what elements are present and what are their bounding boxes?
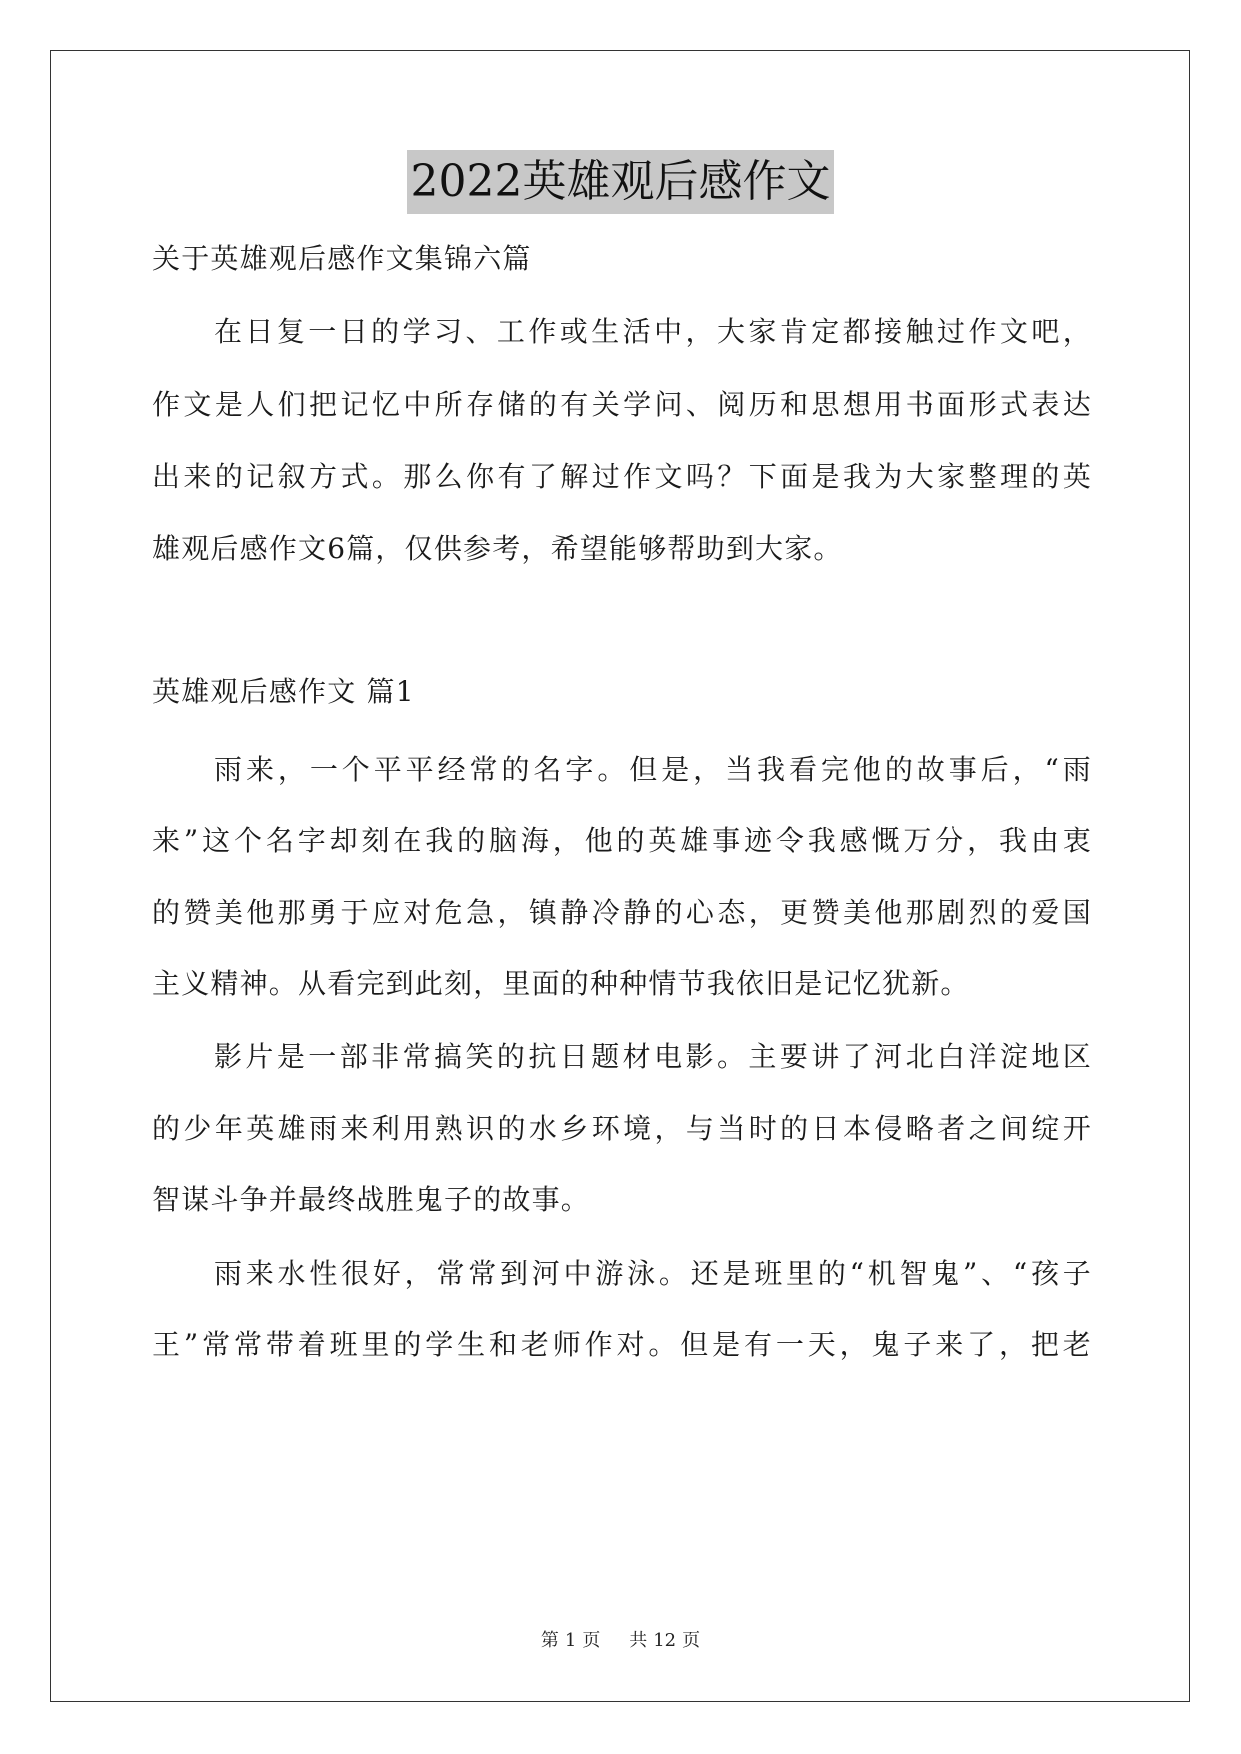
paragraph-line: 的少年英雄雨来利用熟识的水乡环境，与当时的日本侵略者之间绽开 — [152, 1112, 1092, 1145]
section-heading: 英雄观后感作文 篇1 — [152, 675, 415, 708]
paragraph-line: 雄观后感作文6篇，仅供参考，希望能够帮助到大家。 — [152, 532, 843, 565]
paragraph-line: 在日复一日的学习、工作或生活中，大家肯定都接触过作文吧， — [214, 315, 1092, 348]
page-suffix: 页 — [582, 1630, 601, 1651]
paragraph-line: 的赞美他那勇于应对危急，镇静冷静的心态，更赞美他那剧烈的爱国 — [152, 896, 1092, 929]
page-border — [50, 50, 1190, 1702]
paragraph-line: 智谋斗争并最终战胜鬼子的故事。 — [152, 1183, 591, 1216]
paragraph-line: 来”这个名字却刻在我的脑海，他的英雄事迹令我感慨万分，我由衷 — [152, 824, 1092, 857]
total-suffix: 页 — [682, 1630, 701, 1651]
paragraph-line: 作文是人们把记忆中所存储的有关学问、阅历和思想用书面形式表达 — [152, 388, 1092, 421]
paragraph-line: 雨来水性很好，常常到河中游泳。还是班里的“机智鬼”、“孩子 — [214, 1257, 1092, 1290]
document-title: 2022英雄观后感作文 — [407, 150, 835, 214]
page-prefix: 第 — [540, 1630, 559, 1651]
title-container — [0, 150, 1241, 214]
paragraph-line: 雨来，一个平平经常的名字。但是，当我看完他的故事后，“雨 — [214, 753, 1092, 786]
paragraph-line: 主义精神。从看完到此刻，里面的种种情节我依旧是记忆犹新。 — [152, 967, 970, 1000]
paragraph-line: 王”常常带着班里的学生和老师作对。但是有一天，鬼子来了，把老 — [152, 1328, 1092, 1361]
paragraph-line: 出来的记叙方式。那么你有了解过作文吗？下面是我为大家整理的英 — [152, 460, 1092, 493]
page-footer — [0, 1626, 1241, 1652]
paragraph-line: 影片是一部非常搞笑的抗日题材电影。主要讲了河北白洋淀地区 — [214, 1040, 1092, 1073]
total-prefix: 共 — [629, 1630, 648, 1651]
total-pages: 12 — [653, 1630, 677, 1651]
page-number: 1 — [564, 1630, 577, 1651]
subtitle-line: 关于英雄观后感作文集锦六篇 — [152, 242, 532, 275]
